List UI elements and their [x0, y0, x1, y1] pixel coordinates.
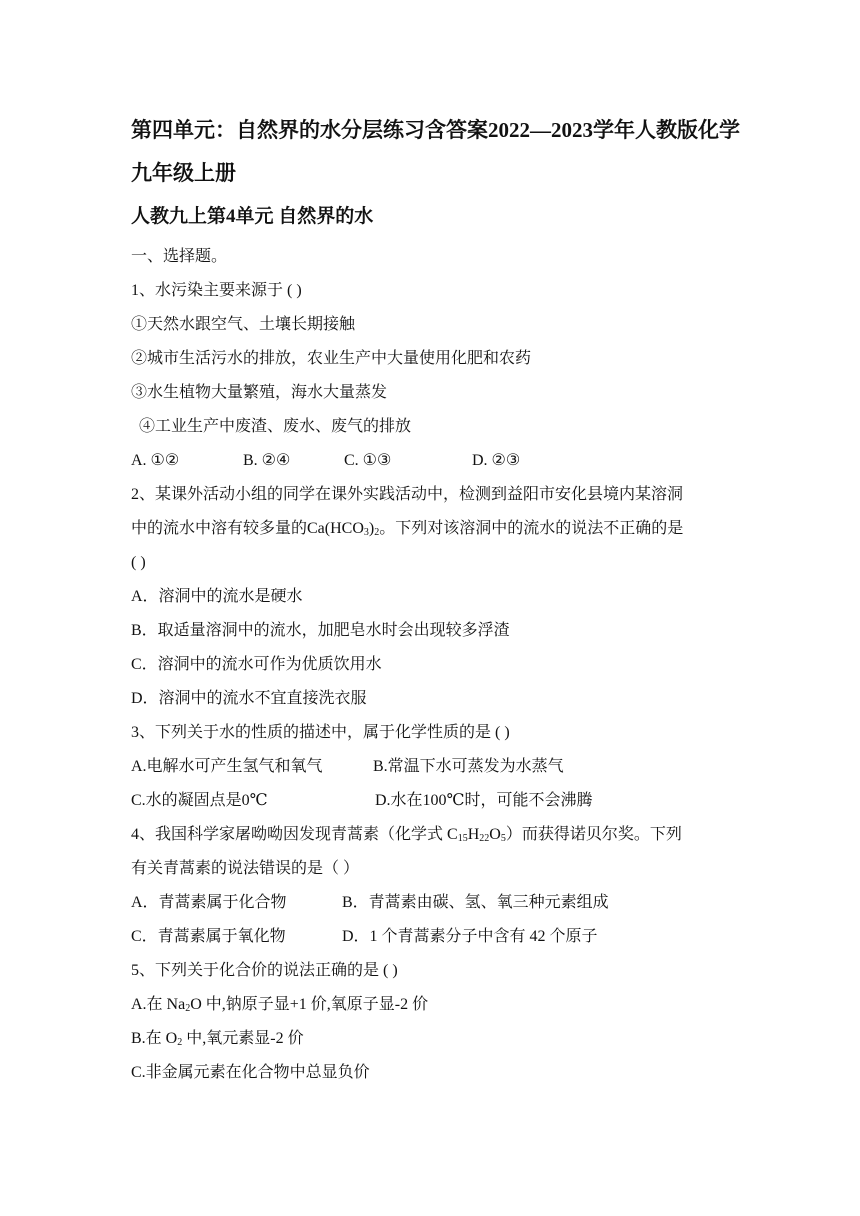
q2-option-c: C．溶洞中的流水可作为优质饮用水	[131, 656, 382, 673]
q1-option-a: A. ①②	[131, 452, 180, 469]
q1-item-2: ②城市生活污水的排放，农业生产中大量使用化肥和农药	[131, 350, 532, 367]
q4-option-a: A．青蒿素属于化合物	[131, 894, 287, 911]
document-title-line-1: 第四单元：自然界的水分层练习含答案2022—2023学年人教版化学	[131, 118, 740, 142]
q2-option-a: A．溶洞中的流水是硬水	[131, 588, 303, 605]
q1-item-1: ①天然水跟空气、土壤长期接触	[131, 316, 356, 333]
q4-stem-line-1: 4、我国科学家屠呦呦因发现青蒿素（化学式 $C_{15}H_{22}O_5$）而获得诺贝尔奖。下列	[131, 826, 682, 844]
q5-option-a: A.在 $Na_2O$ 中,钠原子显+1 价,氧原子显-2 价	[131, 996, 429, 1014]
q3-stem: 3、下列关于水的性质的描述中，属于化学性质的是 ( )	[131, 724, 510, 741]
q2-stem-line-3: ( )	[131, 554, 146, 571]
q5-stem: 5、下列关于化合价的说法正确的是 ( )	[131, 962, 398, 979]
q3-option-a: A.电解水可产生氢气和氧气	[131, 758, 323, 775]
q1-option-d: D. ②③	[472, 452, 521, 469]
q3-option-c: C.水的凝固点是0℃	[131, 792, 268, 809]
q1-option-c: C. ①③	[344, 452, 392, 469]
q4-option-b: B．青蒿素由碳、氢、氧三种元素组成	[342, 894, 609, 911]
q1-item-4: ④工业生产中废渣、废水、废气的排放	[139, 418, 412, 435]
q2-stem-line-2: 中的流水中溶有较多量的$Ca(HCO_3)_2$。下列对该溶洞中的流水的说法不正确的是	[131, 520, 684, 538]
q4-option-c: C．青蒿素属于氧化物	[131, 928, 286, 945]
q4-stem-line-2: 有关青蒿素的说法错误的是（ ）	[131, 860, 360, 877]
q5-option-b: B.在 $O_2$ 中,氧元素显-2 价	[131, 1030, 304, 1048]
q4-option-d: D．1 个青蒿素分子中含有 42 个原子	[342, 928, 598, 945]
document-title-line-2: 九年级上册	[131, 161, 236, 185]
q1-item-3: ③水生植物大量繁殖，海水大量蒸发	[131, 384, 388, 401]
q2-option-b: B．取适量溶洞中的流水，加肥皂水时会出现较多浮渣	[131, 622, 510, 639]
q2-option-d: D．溶洞中的流水不宜直接洗衣服	[131, 690, 367, 707]
q5-option-c: C.非金属元素在化合物中总显负价	[131, 1064, 370, 1081]
document-subtitle: 人教九上第4单元 自然界的水	[131, 206, 374, 227]
q3-option-d: D.水在100℃时，可能不会沸腾	[375, 792, 593, 809]
q1-stem: 1、水污染主要来源于 ( )	[131, 282, 302, 299]
section-heading: 一、选择题。	[131, 248, 228, 265]
q2-stem-line-1: 2、某课外活动小组的同学在课外实践活动中，检测到益阳市安化县境内某溶洞	[131, 486, 684, 503]
q1-option-b: B. ②④	[243, 452, 291, 469]
q3-option-b: B.常温下水可蒸发为水蒸气	[373, 758, 564, 775]
